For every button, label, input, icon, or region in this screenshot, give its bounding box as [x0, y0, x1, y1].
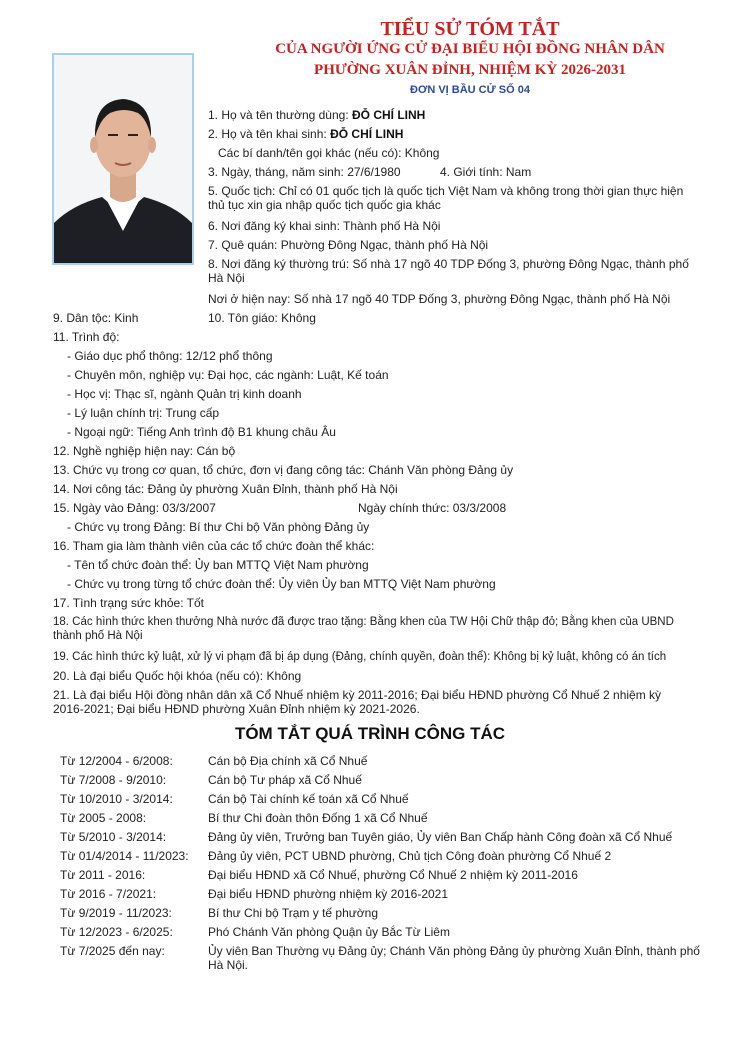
- work-period: Từ 2011 - 2016:: [60, 868, 146, 882]
- candidate-photo: [52, 53, 194, 265]
- bio-organization-position: - Chức vụ trong từng tổ chức đoàn thể: Ủy viên Ủy ban MTTQ Việt Nam phường: [67, 577, 496, 591]
- bio-profession: - Chuyên môn, nghiệp vụ: Đại học, các ngành: Luật, Kế toán: [67, 368, 389, 382]
- work-description: Đảng ủy viên, Trưởng ban Tuyên giáo, Ủy viên Ban Chấp hành Công đoàn xã Cổ Nhuế: [208, 830, 673, 844]
- work-period: Từ 2016 - 7/2021:: [60, 887, 157, 901]
- bio-foreign-language: - Ngoại ngữ: Tiếng Anh trình độ B1 khung châu Âu: [67, 425, 336, 439]
- bio-education-heading: 11. Trình độ:: [53, 330, 120, 344]
- work-period: Từ 2005 - 2008:: [60, 811, 147, 825]
- bio-aliases: Các bí danh/tên gọi khác (nếu có): Không: [218, 146, 440, 160]
- bio-nationality: 5. Quốc tịch: Chỉ có 01 quốc tịch là quốc tịch Việt Nam và không trong thời gian thực hiện thủ tục xin gia nhập quốc tịch quốc gia khác: [208, 184, 684, 212]
- bio-organizations-heading: 16. Tham gia làm thành viên của các tổ chức đoàn thể khác:: [53, 539, 375, 553]
- bio-birth-registration: 6. Nơi đăng ký khai sinh: Thành phố Hà Nội: [208, 219, 441, 233]
- bio-religion: 10. Tôn giáo: Không: [208, 311, 316, 325]
- bio-position: 13. Chức vụ trong cơ quan, tổ chức, đơn vị đang công tác: Chánh Văn phòng Đảng ủy: [53, 463, 514, 477]
- document-subtitle-2: PHƯỜNG XUÂN ĐỈNH, NHIỆM KỲ 2026-2031: [314, 62, 626, 78]
- work-description: Cán bộ Tư pháp xã Cổ Nhuế: [208, 773, 362, 787]
- bio-common-name: 1. Họ và tên thường dùng: ĐỖ CHÍ LINH: [208, 108, 426, 122]
- work-period: Từ 7/2025 đến nay:: [60, 944, 165, 958]
- work-description: Bí thư Chi đoàn thôn Đống 1 xã Cổ Nhuế: [208, 811, 428, 825]
- document-subtitle-1: CỦA NGƯỜI ỨNG CỬ ĐẠI BIỂU HỘI ĐỒNG NHÂN DÂN: [275, 41, 665, 57]
- bio-gender: 4. Giới tính: Nam: [440, 165, 532, 179]
- bio-birth-date: 3. Ngày, tháng, năm sinh: 27/6/1980: [208, 165, 401, 179]
- work-period: Từ 7/2008 - 9/2010:: [60, 773, 167, 787]
- work-period: Từ 12/2023 - 6/2025:: [60, 925, 173, 939]
- work-period: Từ 5/2010 - 3/2014:: [60, 830, 167, 844]
- bio-national-assembly: 20. Là đại biểu Quốc hội khóa (nếu có): Không: [53, 669, 302, 683]
- work-description: Đại biểu HĐND phường nhiệm kỳ 2016-2021: [208, 887, 449, 901]
- bio-degree: - Học vị: Thạc sĩ, ngành Quản trị kinh doanh: [67, 387, 302, 401]
- work-period: Từ 10/2010 - 3/2014:: [60, 792, 173, 806]
- bio-organization-name: - Tên tổ chức đoàn thể: Ủy ban MTTQ Việt Nam phường: [67, 558, 369, 572]
- bio-discipline: 19. Các hình thức kỷ luật, xử lý vi phạm đã bị áp dụng (Đảng, chính quyền, đoàn thể): Không bị kỷ luật, không có án tích: [53, 651, 667, 663]
- work-history-title: TÓM TẮT QUÁ TRÌNH CÔNG TÁC: [234, 724, 506, 743]
- bio-permanent-residence: 8. Nơi đăng ký thường trú: Số nhà 17 ngõ 40 TDP Đống 3, phường Đông Ngạc, thành phố Hà Nội: [208, 257, 689, 285]
- bio-hometown: 7. Quê quán: Phường Đông Ngạc, thành phố Hà Nội: [208, 238, 489, 252]
- bio-health: 17. Tình trạng sức khỏe: Tốt: [53, 596, 205, 610]
- bio-workplace: 14. Nơi công tác: Đảng ủy phường Xuân Đỉnh, thành phố Hà Nội: [53, 482, 398, 496]
- portrait-image: [54, 55, 192, 263]
- bio-party-official-date: Ngày chính thức: 03/3/2008: [358, 501, 507, 515]
- work-description: Ủy viên Ban Thường vụ Đảng ủy; Chánh Văn phòng Đảng ủy phường Xuân Đỉnh, thành phố Hà Nội.: [208, 944, 700, 972]
- bio-council-terms: 21. Là đại biểu Hội đồng nhân dân xã Cổ Nhuế nhiệm kỳ 2011-2016; Đại biểu HĐND phường Cổ Nhuế 2 nhiệm kỳ 2016-2021; Đại biểu HĐND phường Xuân Đỉnh nhiệm kỳ 2021-2026.: [53, 688, 662, 716]
- work-description: Cán bộ Địa chính xã Cổ Nhuế: [208, 754, 368, 768]
- work-description: Phó Chánh Văn phòng Quận ủy Bắc Từ Liêm: [208, 925, 450, 939]
- bio-ethnicity: 9. Dân tộc: Kinh: [53, 311, 139, 325]
- bio-current-residence: Nơi ở hiện nay: Số nhà 17 ngõ 40 TDP Đống 3, phường Đông Ngạc, thành phố Hà Nội: [208, 292, 671, 306]
- work-period: Từ 01/4/2014 - 11/2023:: [60, 849, 189, 863]
- bio-general-education: - Giáo dục phổ thông: 12/12 phổ thông: [67, 349, 273, 363]
- work-period: Từ 9/2019 - 11/2023:: [60, 906, 172, 920]
- bio-party-position: - Chức vụ trong Đảng: Bí thư Chi bộ Văn phòng Đảng ủy: [67, 520, 370, 534]
- work-description: Cán bộ Tài chính kế toán xã Cổ Nhuế: [208, 792, 409, 806]
- electoral-unit: ĐƠN VỊ BẦU CỬ SỐ 04: [410, 84, 530, 96]
- bio-occupation: 12. Nghề nghiệp hiện nay: Cán bộ: [53, 444, 236, 458]
- bio-awards: 18. Các hình thức khen thưởng Nhà nước đã được trao tặng: Bằng khen của TW Hội Chữ thập đỏ; Bằng khen của UBND thành phố Hà Nội: [53, 616, 674, 642]
- bio-party-join-date: 15. Ngày vào Đảng: 03/3/2007: [53, 501, 216, 515]
- bio-birth-name: 2. Họ và tên khai sinh: ĐỖ CHÍ LINH: [208, 127, 404, 141]
- work-period: Từ 12/2004 - 6/2008:: [60, 754, 173, 768]
- bio-political-theory: - Lý luận chính trị: Trung cấp: [67, 406, 220, 420]
- document-title: TIỂU SỬ TÓM TẮT: [380, 18, 560, 40]
- work-description: Bí thư Chi bộ Trạm y tế phường: [208, 906, 379, 920]
- work-description: Đảng ủy viên, PCT UBND phường, Chủ tịch Công đoàn phường Cổ Nhuế 2: [208, 849, 612, 863]
- work-description: Đại biểu HĐND xã Cổ Nhuế, phường Cổ Nhuế 2 nhiệm kỳ 2011-2016: [208, 868, 578, 882]
